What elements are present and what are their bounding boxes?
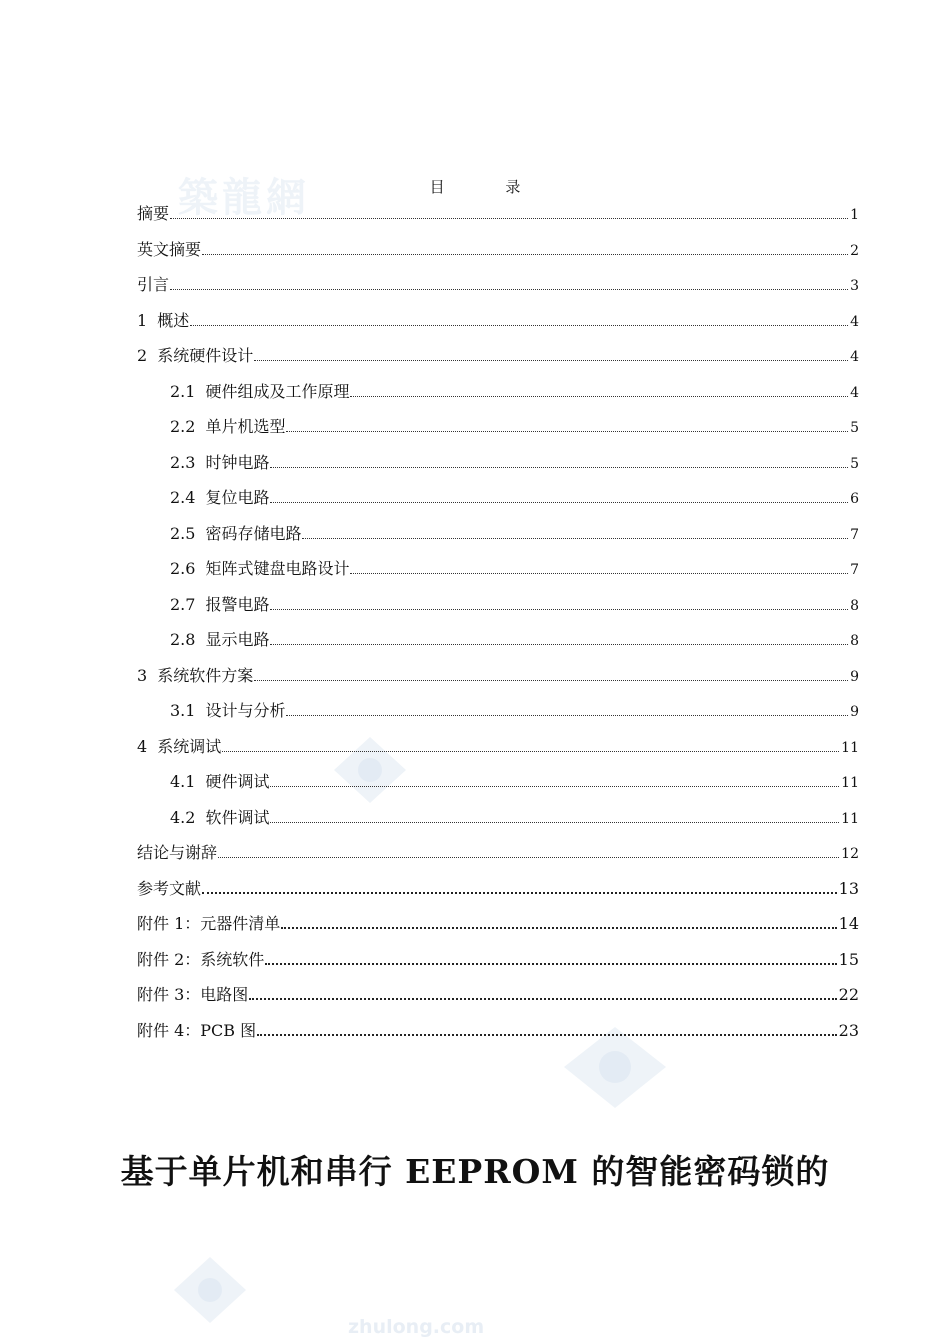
toc-entry-page: 11: [841, 775, 859, 791]
toc-entry[interactable]: [137, 480, 859, 516]
toc-dot-leader: [254, 359, 848, 361]
toc-entry-label: 参考文献: [137, 878, 202, 898]
toc-entry-page: 11: [841, 810, 859, 827]
toc-dot-leader: [190, 324, 848, 326]
toc-entry-number: 3.1: [170, 701, 196, 720]
toc-dot-leader: [302, 537, 848, 539]
toc-entry-page: 9: [850, 704, 859, 720]
document-title: 基于单片机和串行 EEPROM 的智能密码锁的: [120, 1152, 830, 1191]
toc-entry-label: 系统调试: [157, 736, 222, 756]
toc-entry-page: 5: [850, 455, 859, 472]
watermark-snowflake-icon: [170, 1255, 250, 1325]
toc-entry-label: 硬件组成及工作原理: [205, 381, 350, 401]
toc-entry[interactable]: [137, 409, 859, 445]
toc-dot-leader: [350, 572, 848, 574]
toc-entry[interactable]: [137, 871, 859, 907]
toc-entry[interactable]: [137, 338, 859, 374]
toc-entry-page: 23: [838, 1020, 859, 1040]
toc-entry[interactable]: [137, 800, 859, 836]
toc-entry-number: 2.5: [170, 523, 196, 543]
toc-entry[interactable]: [137, 374, 859, 410]
toc-entry[interactable]: [137, 516, 859, 552]
toc-entry-page: 8: [850, 633, 859, 649]
toc-entry[interactable]: [137, 977, 859, 1013]
watermark-site-text: zhulong.com: [348, 1316, 485, 1338]
toc-entry[interactable]: [137, 1013, 859, 1049]
toc-entry-label: 复位电路: [205, 488, 270, 507]
toc-entry-number: 4.1: [170, 772, 196, 791]
toc-entry[interactable]: [137, 729, 859, 765]
toc-entry[interactable]: [137, 445, 859, 481]
toc-entry[interactable]: [137, 693, 859, 729]
toc-entry-page: 7: [850, 562, 859, 578]
toc-dot-leader: [257, 1033, 837, 1036]
toc-dot-leader: [270, 466, 848, 468]
toc-entry-number: 2.3: [170, 452, 196, 472]
toc-entry-number: 2.6: [170, 559, 196, 578]
toc-dot-leader: [270, 785, 839, 787]
toc-entry-page: 9: [850, 668, 859, 685]
toc-entry-page: 22: [838, 985, 859, 1004]
toc-entry-page: 8: [850, 597, 859, 614]
toc-entry[interactable]: [137, 551, 859, 587]
toc-entry-label: 英文摘要: [137, 239, 202, 259]
toc-dot-leader: [202, 891, 837, 894]
toc-entry-label: 设计与分析: [205, 701, 286, 720]
toc-entry-label: 附件 1：元器件清单: [137, 914, 281, 933]
toc-dot-leader: [222, 750, 839, 752]
toc-entry-number: 4.2: [170, 807, 196, 827]
toc-entry-label: 矩阵式键盘电路设计: [205, 559, 350, 578]
toc-entry-page: 15: [838, 949, 859, 969]
toc-entry-page: 7: [850, 526, 859, 543]
toc-dot-leader: [270, 501, 848, 503]
toc-entry[interactable]: [137, 232, 859, 268]
toc-entry-label: 单片机选型: [205, 417, 286, 436]
toc-entry-label: 报警电路: [205, 594, 270, 614]
toc-dot-leader: [170, 217, 848, 219]
toc-entry-label: 系统硬件设计: [157, 346, 254, 365]
toc-dot-leader: [286, 430, 848, 432]
toc-title: 目 录: [429, 178, 549, 196]
table-of-contents: [137, 196, 859, 1048]
toc-dot-leader: [281, 926, 836, 929]
toc-entry-number: 3: [137, 665, 148, 685]
toc-entry[interactable]: [137, 196, 859, 232]
watermark-logo-text: 築龍網: [178, 174, 310, 221]
toc-entry-page: 2: [850, 242, 859, 259]
toc-entry-page: 4: [850, 384, 859, 401]
toc-entry-page: 13: [838, 878, 859, 898]
toc-entry[interactable]: [137, 622, 859, 658]
toc-entry-page: 12: [841, 846, 859, 862]
toc-dot-leader: [350, 395, 848, 397]
toc-entry-page: 4: [850, 313, 859, 330]
toc-entry-label: 硬件调试: [205, 772, 270, 791]
toc-entry[interactable]: [137, 906, 859, 942]
toc-entry-page: 1: [850, 207, 859, 223]
toc-entry-number: 2.8: [170, 630, 196, 649]
toc-entry[interactable]: [137, 835, 859, 871]
toc-entry-label: 软件调试: [205, 807, 270, 827]
toc-entry-label: 结论与谢辞: [137, 843, 218, 862]
toc-entry-number: 1: [137, 310, 148, 330]
toc-entry-label: 摘要: [137, 204, 170, 223]
toc-dot-leader: [170, 288, 848, 290]
toc-entry[interactable]: [137, 764, 859, 800]
toc-entry-label: 系统软件方案: [157, 665, 254, 685]
toc-dot-leader: [270, 608, 848, 610]
toc-entry-label: 显示电路: [205, 630, 270, 649]
toc-entry-page: 6: [850, 491, 859, 507]
toc-entry-number: 2.1: [170, 381, 196, 401]
toc-entry-page: 11: [841, 739, 859, 756]
toc-dot-leader: [202, 253, 848, 255]
toc-entry-label: 附件 3：电路图: [137, 985, 249, 1004]
toc-entry-label: 密码存储电路: [205, 523, 302, 543]
toc-dot-leader: [270, 643, 848, 645]
toc-entry-page: 5: [850, 420, 859, 436]
toc-entry[interactable]: [137, 658, 859, 694]
toc-entry-number: 4: [137, 736, 148, 756]
toc-entry-number: 2: [137, 346, 148, 365]
toc-dot-leader: [249, 997, 836, 1000]
toc-entry-label: 附件 4：PCB 图: [137, 1020, 257, 1040]
toc-entry-label: 时钟电路: [205, 452, 270, 472]
toc-entry[interactable]: [137, 267, 859, 303]
toc-entry[interactable]: [137, 942, 859, 978]
toc-entry-number: 2.4: [170, 488, 196, 507]
toc-entry[interactable]: [137, 303, 859, 339]
toc-entry-page: 14: [838, 914, 859, 933]
toc-entry-page: 4: [850, 349, 859, 365]
toc-entry-label: 附件 2：系统软件: [137, 949, 265, 969]
toc-dot-leader: [265, 962, 836, 965]
toc-entry[interactable]: [137, 587, 859, 623]
toc-entry-label: 引言: [137, 275, 170, 294]
toc-entry-label: 概述: [157, 310, 190, 330]
toc-dot-leader: [270, 821, 839, 823]
toc-dot-leader: [286, 714, 848, 716]
toc-dot-leader: [254, 679, 848, 681]
toc-entry-number: 2.7: [170, 594, 196, 614]
toc-entry-number: 2.2: [170, 417, 196, 436]
toc-entry-page: 3: [850, 278, 859, 294]
toc-dot-leader: [218, 856, 839, 858]
